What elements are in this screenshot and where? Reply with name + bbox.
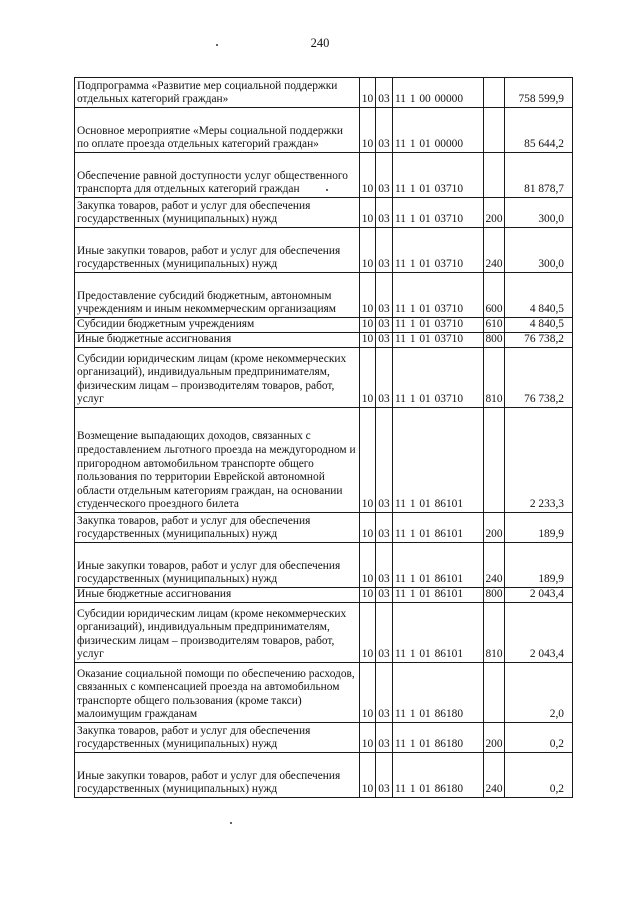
target-article-code: 11 1 01 03710 (393, 273, 484, 318)
target-article-code: 11 1 01 86180 (393, 753, 484, 798)
table-row (75, 333, 573, 348)
amount: 2 043,4 (505, 588, 573, 603)
section-code: 10 (360, 273, 376, 318)
amount: 76 738,2 (505, 348, 573, 408)
item-name: Закупка товаров, работ и услуг для обеспечения государственных (муниципальных) нужд (75, 723, 360, 753)
subsection-code: 03 (376, 663, 393, 723)
item-name: Иные закупки товаров, работ и услуг для обеспечения государственных (муниципальных) нужд (75, 543, 360, 588)
item-name: Подпрограмма «Развитие мер социальной поддержки отдельных категорий граждан» (75, 78, 360, 108)
table-row (75, 723, 573, 753)
subsection-code: 03 (376, 723, 393, 753)
table-row (75, 228, 573, 273)
target-article-code: 11 1 01 86180 (393, 723, 484, 753)
table-row (75, 588, 573, 603)
section-code: 10 (360, 333, 376, 348)
expense-type-code: 600 (484, 273, 505, 318)
item-name: Иные бюджетные ассигнования (75, 333, 360, 348)
amount: 758 599,9 (505, 78, 573, 108)
section-code: 10 (360, 153, 376, 198)
item-name: Иные закупки товаров, работ и услуг для обеспечения государственных (муниципальных) нужд (75, 228, 360, 273)
section-code: 10 (360, 603, 376, 663)
amount: 189,9 (505, 513, 573, 543)
target-article-code: 11 1 01 86101 (393, 513, 484, 543)
target-article-code: 11 1 01 03710 (393, 318, 484, 333)
table-row (75, 753, 573, 798)
amount: 300,0 (505, 228, 573, 273)
table-row (75, 663, 573, 723)
subsection-code: 03 (376, 228, 393, 273)
section-code: 10 (360, 348, 376, 408)
expense-type-code: 800 (484, 588, 505, 603)
target-article-code: 11 1 01 00000 (393, 108, 484, 153)
scan-speck (216, 44, 218, 46)
section-code: 10 (360, 663, 376, 723)
section-code: 10 (360, 198, 376, 228)
subsection-code: 03 (376, 108, 393, 153)
subsection-code: 03 (376, 543, 393, 588)
table-row (75, 318, 573, 333)
target-article-code: 11 1 00 00000 (393, 78, 484, 108)
subsection-code: 03 (376, 588, 393, 603)
target-article-code: 11 1 01 86180 (393, 663, 484, 723)
expense-type-code: 200 (484, 198, 505, 228)
expense-type-code: 240 (484, 228, 505, 273)
table-row (75, 108, 573, 153)
amount: 2,0 (505, 663, 573, 723)
expense-type-code (484, 153, 505, 198)
budget-table (74, 77, 573, 798)
table-row (75, 603, 573, 663)
subsection-code: 03 (376, 513, 393, 543)
target-article-code: 11 1 01 03710 (393, 228, 484, 273)
table-row (75, 273, 573, 318)
table-row (75, 153, 573, 198)
expense-type-code (484, 108, 505, 153)
subsection-code: 03 (376, 408, 393, 513)
subsection-code: 03 (376, 318, 393, 333)
expense-type-code (484, 78, 505, 108)
table-row (75, 513, 573, 543)
section-code: 10 (360, 588, 376, 603)
expense-type-code (484, 408, 505, 513)
table-row (75, 78, 573, 108)
subsection-code: 03 (376, 198, 393, 228)
item-name: Закупка товаров, работ и услуг для обеспечения государственных (муниципальных) нужд (75, 198, 360, 228)
subsection-code: 03 (376, 333, 393, 348)
subsection-code: 03 (376, 753, 393, 798)
section-code: 10 (360, 723, 376, 753)
table-row (75, 198, 573, 228)
target-article-code: 11 1 01 03710 (393, 333, 484, 348)
section-code: 10 (360, 78, 376, 108)
amount: 0,2 (505, 723, 573, 753)
section-code: 10 (360, 513, 376, 543)
section-code: 10 (360, 108, 376, 153)
expense-type-code: 200 (484, 513, 505, 543)
section-code: 10 (360, 408, 376, 513)
expense-type-code: 810 (484, 348, 505, 408)
expense-type-code: 800 (484, 333, 505, 348)
amount: 2 233,3 (505, 408, 573, 513)
expense-type-code: 810 (484, 603, 505, 663)
item-name: Субсидии юридическим лицам (кроме некоммерческих организаций), индивидуальным предпринимателям, физическим лицам – производителям товаров, работ, услуг (75, 603, 360, 663)
amount: 189,9 (505, 543, 573, 588)
item-name: Оказание социальной помощи по обеспечению расходов, связанных с компенсацией проезда на автомобильном транспорте общего пользования (кроме такси) малоимущим гражданам (75, 663, 360, 723)
section-code: 10 (360, 228, 376, 273)
expense-type-code: 200 (484, 723, 505, 753)
item-name: Основное мероприятие «Меры социальной поддержки по оплате проезда отдельных категорий граждан» (75, 108, 360, 153)
amount: 81 878,7 (505, 153, 573, 198)
subsection-code: 03 (376, 603, 393, 663)
subsection-code: 03 (376, 273, 393, 318)
subsection-code: 03 (376, 78, 393, 108)
target-article-code: 11 1 01 03710 (393, 153, 484, 198)
amount: 76 738,2 (505, 333, 573, 348)
target-article-code: 11 1 01 03710 (393, 348, 484, 408)
table-row (75, 348, 573, 408)
amount: 85 644,2 (505, 108, 573, 153)
expense-type-code: 240 (484, 753, 505, 798)
expense-type-code (484, 663, 505, 723)
table-row (75, 543, 573, 588)
amount: 300,0 (505, 198, 573, 228)
amount: 4 840,5 (505, 273, 573, 318)
amount: 4 840,5 (505, 318, 573, 333)
amount: 0,2 (505, 753, 573, 798)
expense-type-code: 610 (484, 318, 505, 333)
item-name: Иные закупки товаров, работ и услуг для обеспечения государственных (муниципальных) нужд (75, 753, 360, 798)
table-row (75, 408, 573, 513)
item-name: Обеспечение равной доступности услуг общественного транспорта для отдельных категорий граждан (75, 153, 360, 198)
section-code: 10 (360, 543, 376, 588)
section-code: 10 (360, 318, 376, 333)
target-article-code: 11 1 01 86101 (393, 543, 484, 588)
expense-type-code: 240 (484, 543, 505, 588)
item-name: Возмещение выпадающих доходов, связанных с предоставлением льготного проезда на междугородном и пригородном автомобильном транспорте общего пользования по территории Еврейской автономной области отдельным категориям граждан, на основании студенческого проездного билета (75, 408, 360, 513)
target-article-code: 11 1 01 86101 (393, 603, 484, 663)
item-name: Иные бюджетные ассигнования (75, 588, 360, 603)
item-name: Субсидии юридическим лицам (кроме некоммерческих организаций), индивидуальным предпринимателям, физическим лицам – производителям товаров, работ, услуг (75, 348, 360, 408)
target-article-code: 11 1 01 86101 (393, 408, 484, 513)
item-name: Закупка товаров, работ и услуг для обеспечения государственных (муниципальных) нужд (75, 513, 360, 543)
section-code: 10 (360, 753, 376, 798)
target-article-code: 11 1 01 03710 (393, 198, 484, 228)
item-name: Предоставление субсидий бюджетным, автономным учреждениям и иным некоммерческим организациям (75, 273, 360, 318)
subsection-code: 03 (376, 348, 393, 408)
subsection-code: 03 (376, 153, 393, 198)
scan-speck (230, 822, 232, 824)
budget-table-body (75, 78, 573, 798)
item-name: Субсидии бюджетным учреждениям (75, 318, 360, 333)
page-number: 240 (310, 36, 330, 50)
target-article-code: 11 1 01 86101 (393, 588, 484, 603)
amount: 2 043,4 (505, 603, 573, 663)
